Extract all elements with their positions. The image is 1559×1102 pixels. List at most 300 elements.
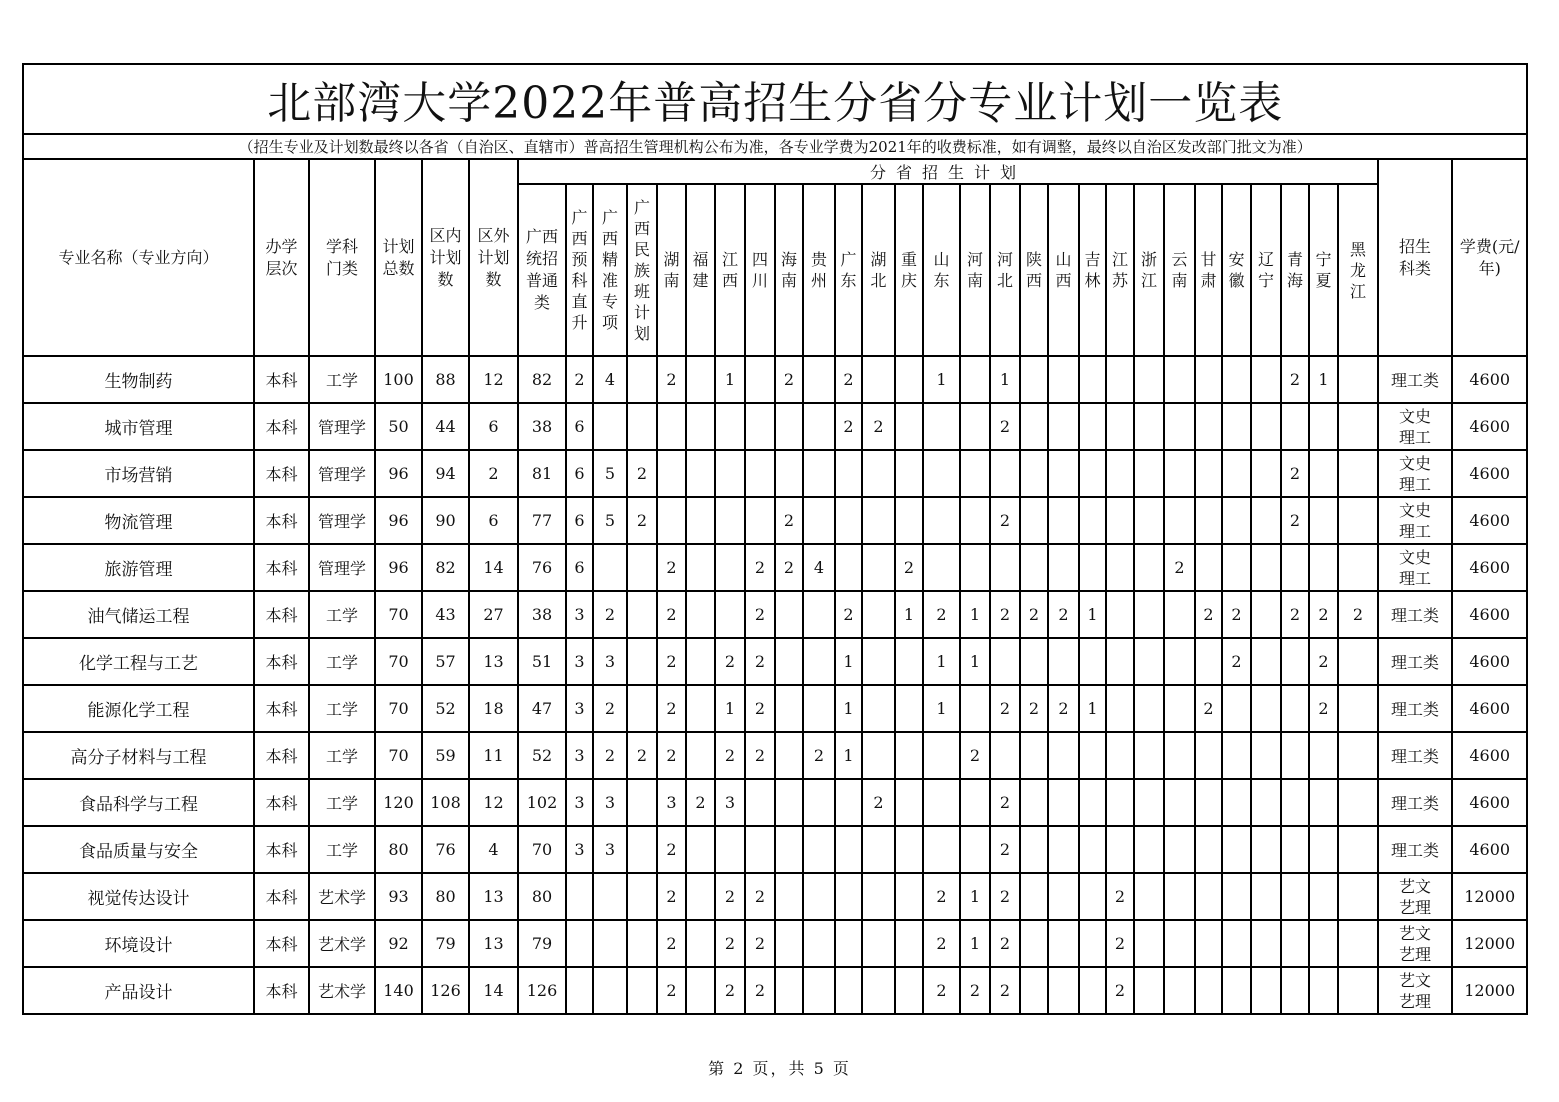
cell-inside: 82 [422, 544, 469, 591]
cell-province-7: 2 [745, 638, 775, 685]
table-row [23, 450, 1527, 497]
cell-province-5 [686, 920, 715, 967]
header-province-20: 浙江 [1134, 184, 1164, 356]
cell-province-14 [960, 403, 990, 450]
cell-province-25 [1281, 685, 1309, 732]
cell-province-20 [1134, 591, 1164, 638]
cell-tuition: 4600 [1452, 356, 1527, 403]
cell-province-2: 3 [593, 826, 627, 873]
cell-province-15 [990, 638, 1020, 685]
cell-province-19: 2 [1106, 967, 1134, 1014]
cell-province-14 [960, 356, 990, 403]
cell-tuition: 4600 [1452, 685, 1527, 732]
cell-province-12 [895, 638, 923, 685]
cell-province-8 [775, 638, 803, 685]
cell-province-20 [1134, 920, 1164, 967]
document-title: 北部湾大学2022年普高招生分省分专业计划一览表 [23, 64, 1527, 134]
cell-province-23 [1222, 403, 1251, 450]
cell-inside: 43 [422, 591, 469, 638]
cell-province-16 [1020, 450, 1048, 497]
cell-province-4: 3 [657, 779, 686, 826]
cell-province-3: 2 [627, 450, 657, 497]
cell-province-21 [1164, 967, 1195, 1014]
cell-province-20 [1134, 779, 1164, 826]
cell-discipline: 工学 [309, 779, 375, 826]
cell-province-0: 38 [518, 403, 566, 450]
header-province-11: 湖北 [862, 184, 895, 356]
cell-tuition: 4600 [1452, 497, 1527, 544]
cell-province-3 [627, 920, 657, 967]
cell-level: 本科 [254, 638, 309, 685]
cell-province-18 [1079, 638, 1106, 685]
cell-province-3 [627, 826, 657, 873]
cell-discipline: 艺术学 [309, 967, 375, 1014]
cell-province-15: 2 [990, 591, 1020, 638]
cell-province-22 [1195, 826, 1222, 873]
cell-province-13 [923, 403, 960, 450]
cell-province-7: 2 [745, 685, 775, 732]
cell-province-25 [1281, 638, 1309, 685]
cell-province-2: 2 [593, 591, 627, 638]
cell-province-16: 2 [1020, 685, 1048, 732]
header-province-4: 湖南 [657, 184, 686, 356]
cell-province-4 [657, 497, 686, 544]
cell-category: 理工类 [1378, 732, 1452, 779]
cell-province-13: 2 [923, 920, 960, 967]
cell-discipline: 工学 [309, 591, 375, 638]
header-level: 办学层次 [254, 159, 309, 356]
cell-province-4: 2 [657, 967, 686, 1014]
cell-outside: 18 [469, 685, 518, 732]
cell-level: 本科 [254, 732, 309, 779]
cell-province-15 [990, 544, 1020, 591]
cell-major-name: 食品质量与安全 [23, 826, 254, 873]
cell-inside: 126 [422, 967, 469, 1014]
cell-province-26 [1309, 732, 1338, 779]
cell-tuition: 12000 [1452, 967, 1527, 1014]
cell-province-19 [1106, 779, 1134, 826]
cell-category: 理工类 [1378, 591, 1452, 638]
cell-province-26 [1309, 826, 1338, 873]
cell-province-5 [686, 732, 715, 779]
cell-province-27 [1338, 779, 1378, 826]
cell-province-20 [1134, 497, 1164, 544]
cell-province-15: 2 [990, 403, 1020, 450]
cell-province-11 [862, 873, 895, 920]
table-row [23, 356, 1527, 403]
cell-province-3 [627, 873, 657, 920]
cell-discipline: 管理学 [309, 544, 375, 591]
cell-province-9 [803, 826, 835, 873]
cell-inside: 59 [422, 732, 469, 779]
cell-total: 92 [375, 920, 422, 967]
cell-province-25: 2 [1281, 497, 1309, 544]
header-province-13: 山东 [923, 184, 960, 356]
cell-province-6 [715, 591, 745, 638]
cell-province-6 [715, 403, 745, 450]
enrollment-plan-table [22, 63, 1528, 1015]
cell-province-2: 3 [593, 638, 627, 685]
cell-province-26 [1309, 920, 1338, 967]
cell-province-10 [835, 873, 862, 920]
cell-province-16 [1020, 356, 1048, 403]
table-row [23, 826, 1527, 873]
cell-level: 本科 [254, 873, 309, 920]
cell-province-0: 51 [518, 638, 566, 685]
cell-total: 96 [375, 544, 422, 591]
cell-province-12 [895, 732, 923, 779]
cell-major-name: 环境设计 [23, 920, 254, 967]
cell-province-22 [1195, 356, 1222, 403]
cell-outside: 12 [469, 356, 518, 403]
cell-inside: 88 [422, 356, 469, 403]
cell-province-24 [1251, 826, 1281, 873]
cell-level: 本科 [254, 356, 309, 403]
cell-province-13: 2 [923, 591, 960, 638]
cell-province-11 [862, 826, 895, 873]
cell-province-27 [1338, 920, 1378, 967]
cell-outside: 4 [469, 826, 518, 873]
cell-province-12 [895, 826, 923, 873]
cell-major-name: 食品科学与工程 [23, 779, 254, 826]
cell-province-25 [1281, 544, 1309, 591]
cell-total: 70 [375, 638, 422, 685]
cell-province-4: 2 [657, 685, 686, 732]
cell-province-27 [1338, 497, 1378, 544]
cell-level: 本科 [254, 497, 309, 544]
cell-province-12 [895, 920, 923, 967]
cell-province-1: 3 [566, 591, 593, 638]
cell-province-19 [1106, 403, 1134, 450]
cell-province-2 [593, 403, 627, 450]
table-row [23, 873, 1527, 920]
cell-province-2: 4 [593, 356, 627, 403]
cell-province-14 [960, 826, 990, 873]
cell-province-0: 102 [518, 779, 566, 826]
cell-province-18 [1079, 779, 1106, 826]
cell-province-8 [775, 920, 803, 967]
header-province-2: 广西精准专项 [593, 184, 627, 356]
cell-province-13 [923, 450, 960, 497]
cell-province-3 [627, 591, 657, 638]
cell-province-20 [1134, 732, 1164, 779]
cell-province-16: 2 [1020, 591, 1048, 638]
cell-province-6: 3 [715, 779, 745, 826]
cell-category: 理工类 [1378, 779, 1452, 826]
cell-province-16 [1020, 732, 1048, 779]
cell-province-8 [775, 403, 803, 450]
cell-province-20 [1134, 544, 1164, 591]
cell-province-5 [686, 591, 715, 638]
cell-province-4: 2 [657, 356, 686, 403]
cell-province-9: 4 [803, 544, 835, 591]
cell-province-11 [862, 497, 895, 544]
cell-province-4: 2 [657, 873, 686, 920]
cell-province-12 [895, 967, 923, 1014]
cell-province-16 [1020, 544, 1048, 591]
cell-province-16 [1020, 779, 1048, 826]
cell-province-23 [1222, 920, 1251, 967]
cell-outside: 27 [469, 591, 518, 638]
cell-level: 本科 [254, 403, 309, 450]
cell-province-4: 2 [657, 544, 686, 591]
cell-province-25: 2 [1281, 356, 1309, 403]
cell-province-18 [1079, 497, 1106, 544]
cell-province-17 [1048, 450, 1079, 497]
cell-outside: 14 [469, 967, 518, 1014]
cell-province-17 [1048, 403, 1079, 450]
cell-province-9 [803, 356, 835, 403]
cell-category: 理工类 [1378, 356, 1452, 403]
cell-province-15 [990, 732, 1020, 779]
cell-province-22 [1195, 732, 1222, 779]
cell-province-4: 2 [657, 638, 686, 685]
cell-discipline: 管理学 [309, 450, 375, 497]
cell-province-13: 1 [923, 638, 960, 685]
cell-province-21 [1164, 732, 1195, 779]
cell-province-4 [657, 403, 686, 450]
cell-province-6: 2 [715, 920, 745, 967]
cell-major-name: 市场营销 [23, 450, 254, 497]
cell-province-14: 1 [960, 638, 990, 685]
cell-category: 理工类 [1378, 826, 1452, 873]
cell-province-15: 2 [990, 497, 1020, 544]
cell-province-7: 2 [745, 920, 775, 967]
cell-inside: 80 [422, 873, 469, 920]
cell-province-22 [1195, 544, 1222, 591]
cell-province-19: 2 [1106, 920, 1134, 967]
cell-province-10: 1 [835, 638, 862, 685]
cell-province-10: 1 [835, 732, 862, 779]
cell-province-10 [835, 920, 862, 967]
cell-province-19 [1106, 356, 1134, 403]
cell-province-21 [1164, 450, 1195, 497]
header-province-17: 山西 [1048, 184, 1079, 356]
cell-province-27 [1338, 403, 1378, 450]
cell-outside: 6 [469, 403, 518, 450]
header-province-7: 四川 [745, 184, 775, 356]
cell-level: 本科 [254, 920, 309, 967]
cell-province-14: 1 [960, 591, 990, 638]
page-footer: 第 2 页，共 5 页 [708, 1059, 851, 1078]
cell-discipline: 工学 [309, 732, 375, 779]
cell-province-10: 2 [835, 356, 862, 403]
cell-province-6 [715, 497, 745, 544]
cell-province-2 [593, 544, 627, 591]
header-province-23: 安徽 [1222, 184, 1251, 356]
table-row [23, 591, 1527, 638]
header-major: 专业名称（专业方向） [23, 159, 254, 356]
cell-tuition: 4600 [1452, 638, 1527, 685]
cell-province-13: 1 [923, 685, 960, 732]
cell-province-19 [1106, 591, 1134, 638]
table-row [23, 638, 1527, 685]
cell-province-24 [1251, 544, 1281, 591]
cell-tuition: 4600 [1452, 779, 1527, 826]
cell-province-3 [627, 403, 657, 450]
cell-inside: 57 [422, 638, 469, 685]
cell-province-8 [775, 779, 803, 826]
cell-province-10 [835, 544, 862, 591]
cell-province-6 [715, 450, 745, 497]
cell-province-18 [1079, 403, 1106, 450]
cell-province-11 [862, 591, 895, 638]
cell-province-5 [686, 967, 715, 1014]
cell-province-3 [627, 779, 657, 826]
cell-province-1: 3 [566, 779, 593, 826]
cell-tuition: 4600 [1452, 591, 1527, 638]
cell-province-1: 3 [566, 685, 593, 732]
cell-outside: 13 [469, 873, 518, 920]
cell-province-17 [1048, 920, 1079, 967]
cell-province-21 [1164, 873, 1195, 920]
cell-level: 本科 [254, 591, 309, 638]
cell-province-3 [627, 685, 657, 732]
cell-province-23: 2 [1222, 638, 1251, 685]
cell-province-22 [1195, 920, 1222, 967]
cell-province-4 [657, 450, 686, 497]
cell-province-27 [1338, 544, 1378, 591]
cell-province-16 [1020, 403, 1048, 450]
cell-province-12 [895, 497, 923, 544]
cell-province-13: 1 [923, 356, 960, 403]
cell-province-6: 2 [715, 732, 745, 779]
cell-province-6: 2 [715, 873, 745, 920]
cell-province-26 [1309, 497, 1338, 544]
cell-outside: 12 [469, 779, 518, 826]
header-province-14: 河南 [960, 184, 990, 356]
cell-province-18 [1079, 544, 1106, 591]
table-row [23, 497, 1527, 544]
cell-major-name: 视觉传达设计 [23, 873, 254, 920]
cell-province-1 [566, 873, 593, 920]
cell-province-19 [1106, 826, 1134, 873]
cell-province-4: 2 [657, 920, 686, 967]
cell-province-2 [593, 967, 627, 1014]
table-row [23, 403, 1527, 450]
cell-province-24 [1251, 920, 1281, 967]
cell-province-20 [1134, 403, 1164, 450]
header-category: 招生科类 [1378, 159, 1452, 356]
cell-province-18 [1079, 826, 1106, 873]
cell-level: 本科 [254, 685, 309, 732]
cell-province-23 [1222, 779, 1251, 826]
cell-province-9: 2 [803, 732, 835, 779]
header-tuition: 学费(元/年) [1452, 159, 1527, 356]
cell-province-8 [775, 873, 803, 920]
cell-province-24 [1251, 356, 1281, 403]
cell-province-0: 126 [518, 967, 566, 1014]
cell-province-11 [862, 450, 895, 497]
cell-province-5 [686, 638, 715, 685]
document-note: （招生专业及计划数最终以各省（自治区、直辖市）普高招生管理机构公布为准，各专业学费为2021年的收费标准，如有调整，最终以自治区发改部门批文为准） [23, 134, 1527, 159]
cell-inside: 79 [422, 920, 469, 967]
cell-inside: 52 [422, 685, 469, 732]
cell-outside: 13 [469, 920, 518, 967]
cell-province-2 [593, 873, 627, 920]
cell-province-19 [1106, 450, 1134, 497]
cell-province-5 [686, 403, 715, 450]
cell-province-7: 2 [745, 967, 775, 1014]
cell-province-17 [1048, 732, 1079, 779]
cell-province-3: 2 [627, 732, 657, 779]
cell-province-13 [923, 497, 960, 544]
cell-province-24 [1251, 638, 1281, 685]
cell-province-12 [895, 356, 923, 403]
cell-province-21 [1164, 826, 1195, 873]
cell-province-1 [566, 920, 593, 967]
cell-tuition: 12000 [1452, 873, 1527, 920]
cell-province-26: 2 [1309, 685, 1338, 732]
cell-tuition: 4600 [1452, 544, 1527, 591]
cell-province-1: 3 [566, 732, 593, 779]
cell-province-12: 1 [895, 591, 923, 638]
cell-province-7 [745, 403, 775, 450]
cell-discipline: 管理学 [309, 497, 375, 544]
cell-province-11 [862, 920, 895, 967]
cell-province-5 [686, 685, 715, 732]
cell-province-10 [835, 497, 862, 544]
cell-province-7: 2 [745, 544, 775, 591]
header-province-22: 甘肃 [1195, 184, 1222, 356]
cell-province-17 [1048, 544, 1079, 591]
cell-level: 本科 [254, 450, 309, 497]
cell-province-8 [775, 967, 803, 1014]
cell-province-27 [1338, 685, 1378, 732]
cell-province-11 [862, 544, 895, 591]
cell-province-18 [1079, 920, 1106, 967]
cell-province-21 [1164, 638, 1195, 685]
cell-province-24 [1251, 967, 1281, 1014]
cell-province-0: 47 [518, 685, 566, 732]
cell-province-19: 2 [1106, 873, 1134, 920]
cell-province-5 [686, 826, 715, 873]
cell-province-10: 2 [835, 403, 862, 450]
cell-province-19 [1106, 497, 1134, 544]
cell-province-6: 2 [715, 967, 745, 1014]
cell-province-9 [803, 497, 835, 544]
cell-province-15: 2 [990, 685, 1020, 732]
cell-province-0: 76 [518, 544, 566, 591]
cell-province-25 [1281, 967, 1309, 1014]
cell-province-15: 2 [990, 779, 1020, 826]
cell-province-2: 5 [593, 450, 627, 497]
cell-major-name: 物流管理 [23, 497, 254, 544]
cell-category: 理工类 [1378, 685, 1452, 732]
cell-discipline: 工学 [309, 685, 375, 732]
cell-province-9 [803, 685, 835, 732]
cell-province-10 [835, 450, 862, 497]
header-province-6: 江西 [715, 184, 745, 356]
cell-major-name: 城市管理 [23, 403, 254, 450]
cell-province-1: 6 [566, 544, 593, 591]
cell-province-8 [775, 450, 803, 497]
cell-province-0: 81 [518, 450, 566, 497]
cell-province-20 [1134, 873, 1164, 920]
cell-province-25: 2 [1281, 591, 1309, 638]
table-row [23, 685, 1527, 732]
cell-province-7: 2 [745, 591, 775, 638]
cell-province-15 [990, 450, 1020, 497]
header-province-21: 云南 [1164, 184, 1195, 356]
cell-province-20 [1134, 967, 1164, 1014]
cell-province-24 [1251, 403, 1281, 450]
cell-province-23 [1222, 826, 1251, 873]
cell-province-22 [1195, 779, 1222, 826]
cell-total: 70 [375, 732, 422, 779]
header-province-3: 广西民族班计划 [627, 184, 657, 356]
cell-province-26: 1 [1309, 356, 1338, 403]
